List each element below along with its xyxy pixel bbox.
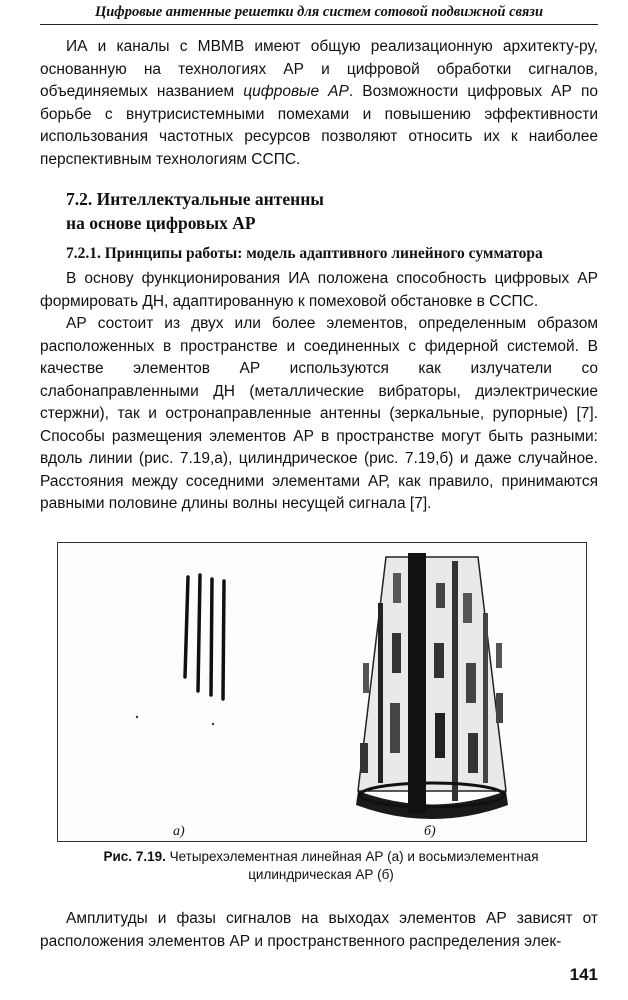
paragraph-3: Амплитуды и фазы сигналов на выходах элементов АР зависят от расположения элементов АР и пространственного распределения элек- [40, 910, 598, 950]
paragraph-2: АР состоит из двух или более элементов, определенным образом расположенных в пространстве и соединенных с фидерной системой. В качестве элементов АР используются как излучатели со слабонаправленными ДН (металлические вибраторы, диэлектрические стержни), так и остронаправленные антенны (зеркальные, рупорные) [7]. Способы размещения элементов АР в пространстве могут быть разными: вдоль линии (рис. 7.19,а), цилиндрическое (рис. 7.19,б) и даже случайное. Расстояния между соседними элементами АР, как правило, принимаются равными половине длины волны несущей сигнала [7]. [40, 315, 598, 512]
figure-caption-text: Четырехэлементная линейная АР (а) и восьмиэлементная цилиндрическая АР (б) [165, 849, 539, 882]
subsection-heading: 7.2.1. Принципы работы: модель адаптивного линейного сумматора [66, 245, 543, 262]
page-number: 141 [569, 965, 598, 984]
paragraph-1: В основу функционирования ИА положена способность цифровых АР формировать ДН, адаптированную к помеховой обстановке в ССПС. [40, 270, 598, 310]
array-element-rod [198, 575, 200, 691]
page-body [40, 36, 598, 516]
figure-caption [57, 848, 585, 884]
section-heading-line1: 7.2. Интеллектуальные антенны [66, 189, 324, 209]
running-head: Цифровые антенные решетки для систем сотовой подвижной связи [94, 4, 544, 20]
linear-array-illustration [185, 575, 224, 699]
figure-label-b: б) [424, 824, 436, 839]
intro-emphasis: цифровые АР [243, 83, 349, 100]
continuation-text [40, 908, 598, 953]
section-heading [66, 187, 598, 235]
array-element-rod [223, 581, 224, 699]
figure-illustration [58, 543, 586, 841]
array-element-rod [211, 579, 212, 695]
cylindrical-array-illustration [356, 553, 508, 819]
figure-7-19 [57, 542, 587, 842]
speck-dot [212, 723, 214, 725]
speck-dot [136, 716, 138, 718]
intro-text-end: . Возможности цифровых АР по борьбе с внутрисистемными помехами и повышению эффективности использования частотных ресурсов позволяют относить их к наиболее перспективным технологиям ССПС. [40, 83, 598, 168]
figure-caption-label: Рис. 7.19. [103, 849, 166, 864]
header-rule [40, 24, 598, 25]
intro-paragraph [40, 36, 598, 171]
figure-label-a: а) [173, 824, 185, 839]
array-element-rod [185, 577, 188, 677]
section-heading-line2: на основе цифровых АР [66, 213, 256, 233]
intro-text: ИА и каналы с МВМВ имеют общую реализационную архитекту-ру, основанную на технологиях АР и цифровой обработки сигналов, объединяемых названием [40, 38, 598, 100]
